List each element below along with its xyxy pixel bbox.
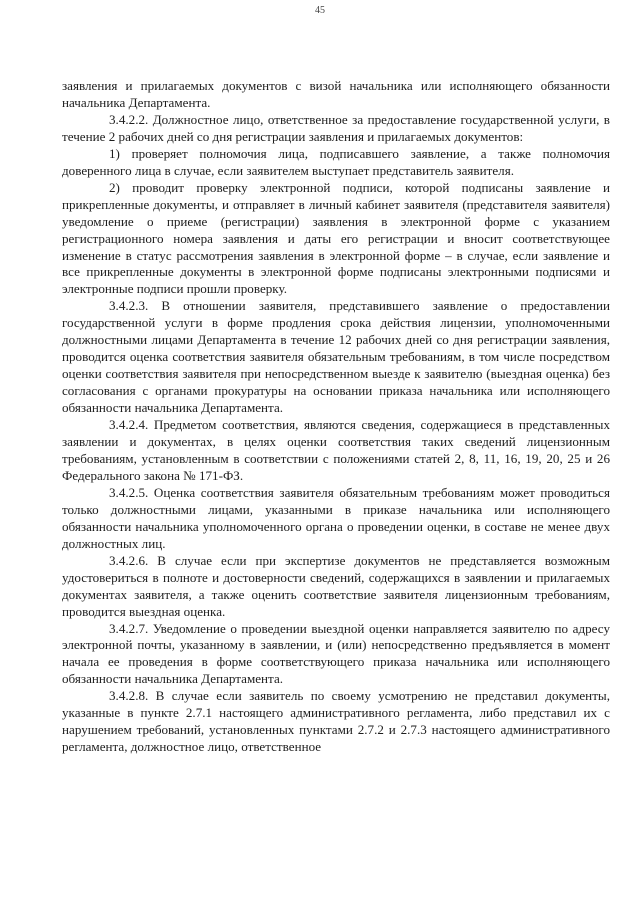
paragraph: 3.4.2.6. В случае если при экспертизе документов не представляется возможным удостовериться в полноте и достоверности сведений, содержащихся в заявлении и прилагаемых документах заявителя, а также оценить соответствие заявителя лицензионным требованиям, проводится выездная оценка. bbox=[62, 552, 610, 619]
document-body bbox=[62, 78, 610, 756]
page-number: 45 bbox=[315, 5, 325, 16]
paragraph: 3.4.2.4. Предметом соответствия, являются сведения, содержащиеся в представленных заявлении и документах, в целях оценки соответствия таких сведений лицензионным требованиям, установленным в соответствии с положениями статей 2, 8, 11, 16, 19, 20, 25 и 26 Федерального закона № 171-ФЗ. bbox=[62, 417, 610, 483]
paragraph: 3.4.2.8. В случае если заявитель по своему усмотрению не представил документы, указанные в пункте 2.7.1 настоящего административного регламента, либо представил их с нарушением требований, установленных пунктами 2.7.2 и 2.7.3 настоящего административного регламента, должностное лицо, ответственное bbox=[62, 688, 610, 755]
paragraph: заявления и прилагаемых документов с визой начальника или исполняющего обязанности начальника Департамента. bbox=[62, 78, 610, 110]
paragraph: 3.4.2.7. Уведомление о проведении выездной оценки направляется заявителю по адресу электронной почты, указанному в заявлении, и (или) непосредственно предъявляется в момент начала ее проведения в форме соответствующего приказа начальника или исполняющего обязанности начальника Департамента. bbox=[62, 620, 610, 687]
paragraph: 3.4.2.3. В отношении заявителя, представившего заявление о предоставлении государственной услуги в форме продления срока действия лицензии, уполномоченными должностными лицами Департамента в течение 12 рабочих дней со дня регистрации заявления, проводится оценка соответствия заявителя обязательным требованиям, в том числе посредством оценки соответствия заявителя при непосредственном выезде к заявителю (выездная оценка) без согласования с органами прокуратуры на основании приказа начальника или исполняющего обязанности начальника Департамента. bbox=[62, 298, 610, 416]
paragraph: 3.4.2.5. Оценка соответствия заявителя обязательным требованиям может проводиться только должностными лицами, указанными в приказе начальника или исполняющего обязанности начальника уполномоченного органа о проведении оценки, в составе не менее двух должностных лиц. bbox=[62, 484, 610, 551]
paragraph: 2) проводит проверку электронной подписи, которой подписаны заявление и прикрепленные документы, и отправляет в личный кабинет заявителя (представителя заявителя) уведомление о приеме (регистрации) заявления в электронной форме с указанием регистрационного номера заявления и даты его регистрации и вносит соответствующее изменение в статус рассмотрения заявления в электронной форме – в случае, если заявление и все прикрепленные документы в электронной форме подписаны электронными подписями и электронные подписи прошли проверку. bbox=[62, 179, 610, 297]
paragraph: 1) проверяет полномочия лица, подписавшего заявление, а также полномочия доверенного лица в случае, если заявителем выступает представитель заявителя. bbox=[62, 145, 610, 178]
paragraph: 3.4.2.2. Должностное лицо, ответственное за предоставление государственной услуги, в течение 2 рабочих дней со дня регистрации заявления и прилагаемых документов: bbox=[62, 111, 610, 144]
